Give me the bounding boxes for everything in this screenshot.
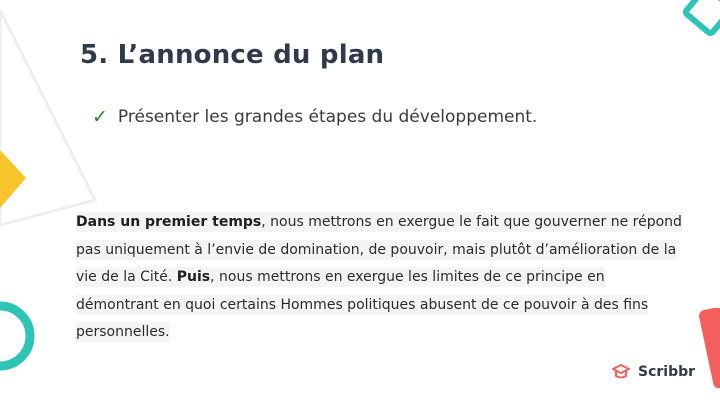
teal-square-decoration (676, 0, 720, 52)
slide-title: 5. L’annonce du plan (80, 40, 385, 70)
bullet-item (92, 106, 537, 128)
paragraph-text-1: , nous mettrons en exergue le fait que gouverner ne répond pas uniquement à l’envie de domination, de pouvoir, mais plutôt d’amélioration de la vie de la Cité. (76, 214, 682, 285)
paragraph-bold-2: Puis (176, 269, 211, 285)
paragraph-highlight (76, 212, 682, 342)
scribbr-logo-icon (610, 363, 632, 381)
check-icon: ✓ (92, 106, 108, 128)
logo-text: Scribbr (638, 364, 696, 380)
plan-paragraph (76, 209, 688, 347)
bullet-text: Présenter les grandes étapes du développement. (117, 107, 538, 127)
scribbr-logo (610, 363, 695, 381)
paragraph-text-2: , nous mettrons en exergue les limites de ce principe en démontrant en quoi certains Hommes politiques abusent de ce pouvoir à des fins personnelles. (76, 269, 649, 340)
teal-circle-decoration (0, 296, 40, 376)
yellow-triangle-decoration (0, 150, 28, 210)
coral-shape-decoration (698, 308, 720, 388)
paragraph-bold-1: Dans un premier temps (76, 214, 262, 230)
